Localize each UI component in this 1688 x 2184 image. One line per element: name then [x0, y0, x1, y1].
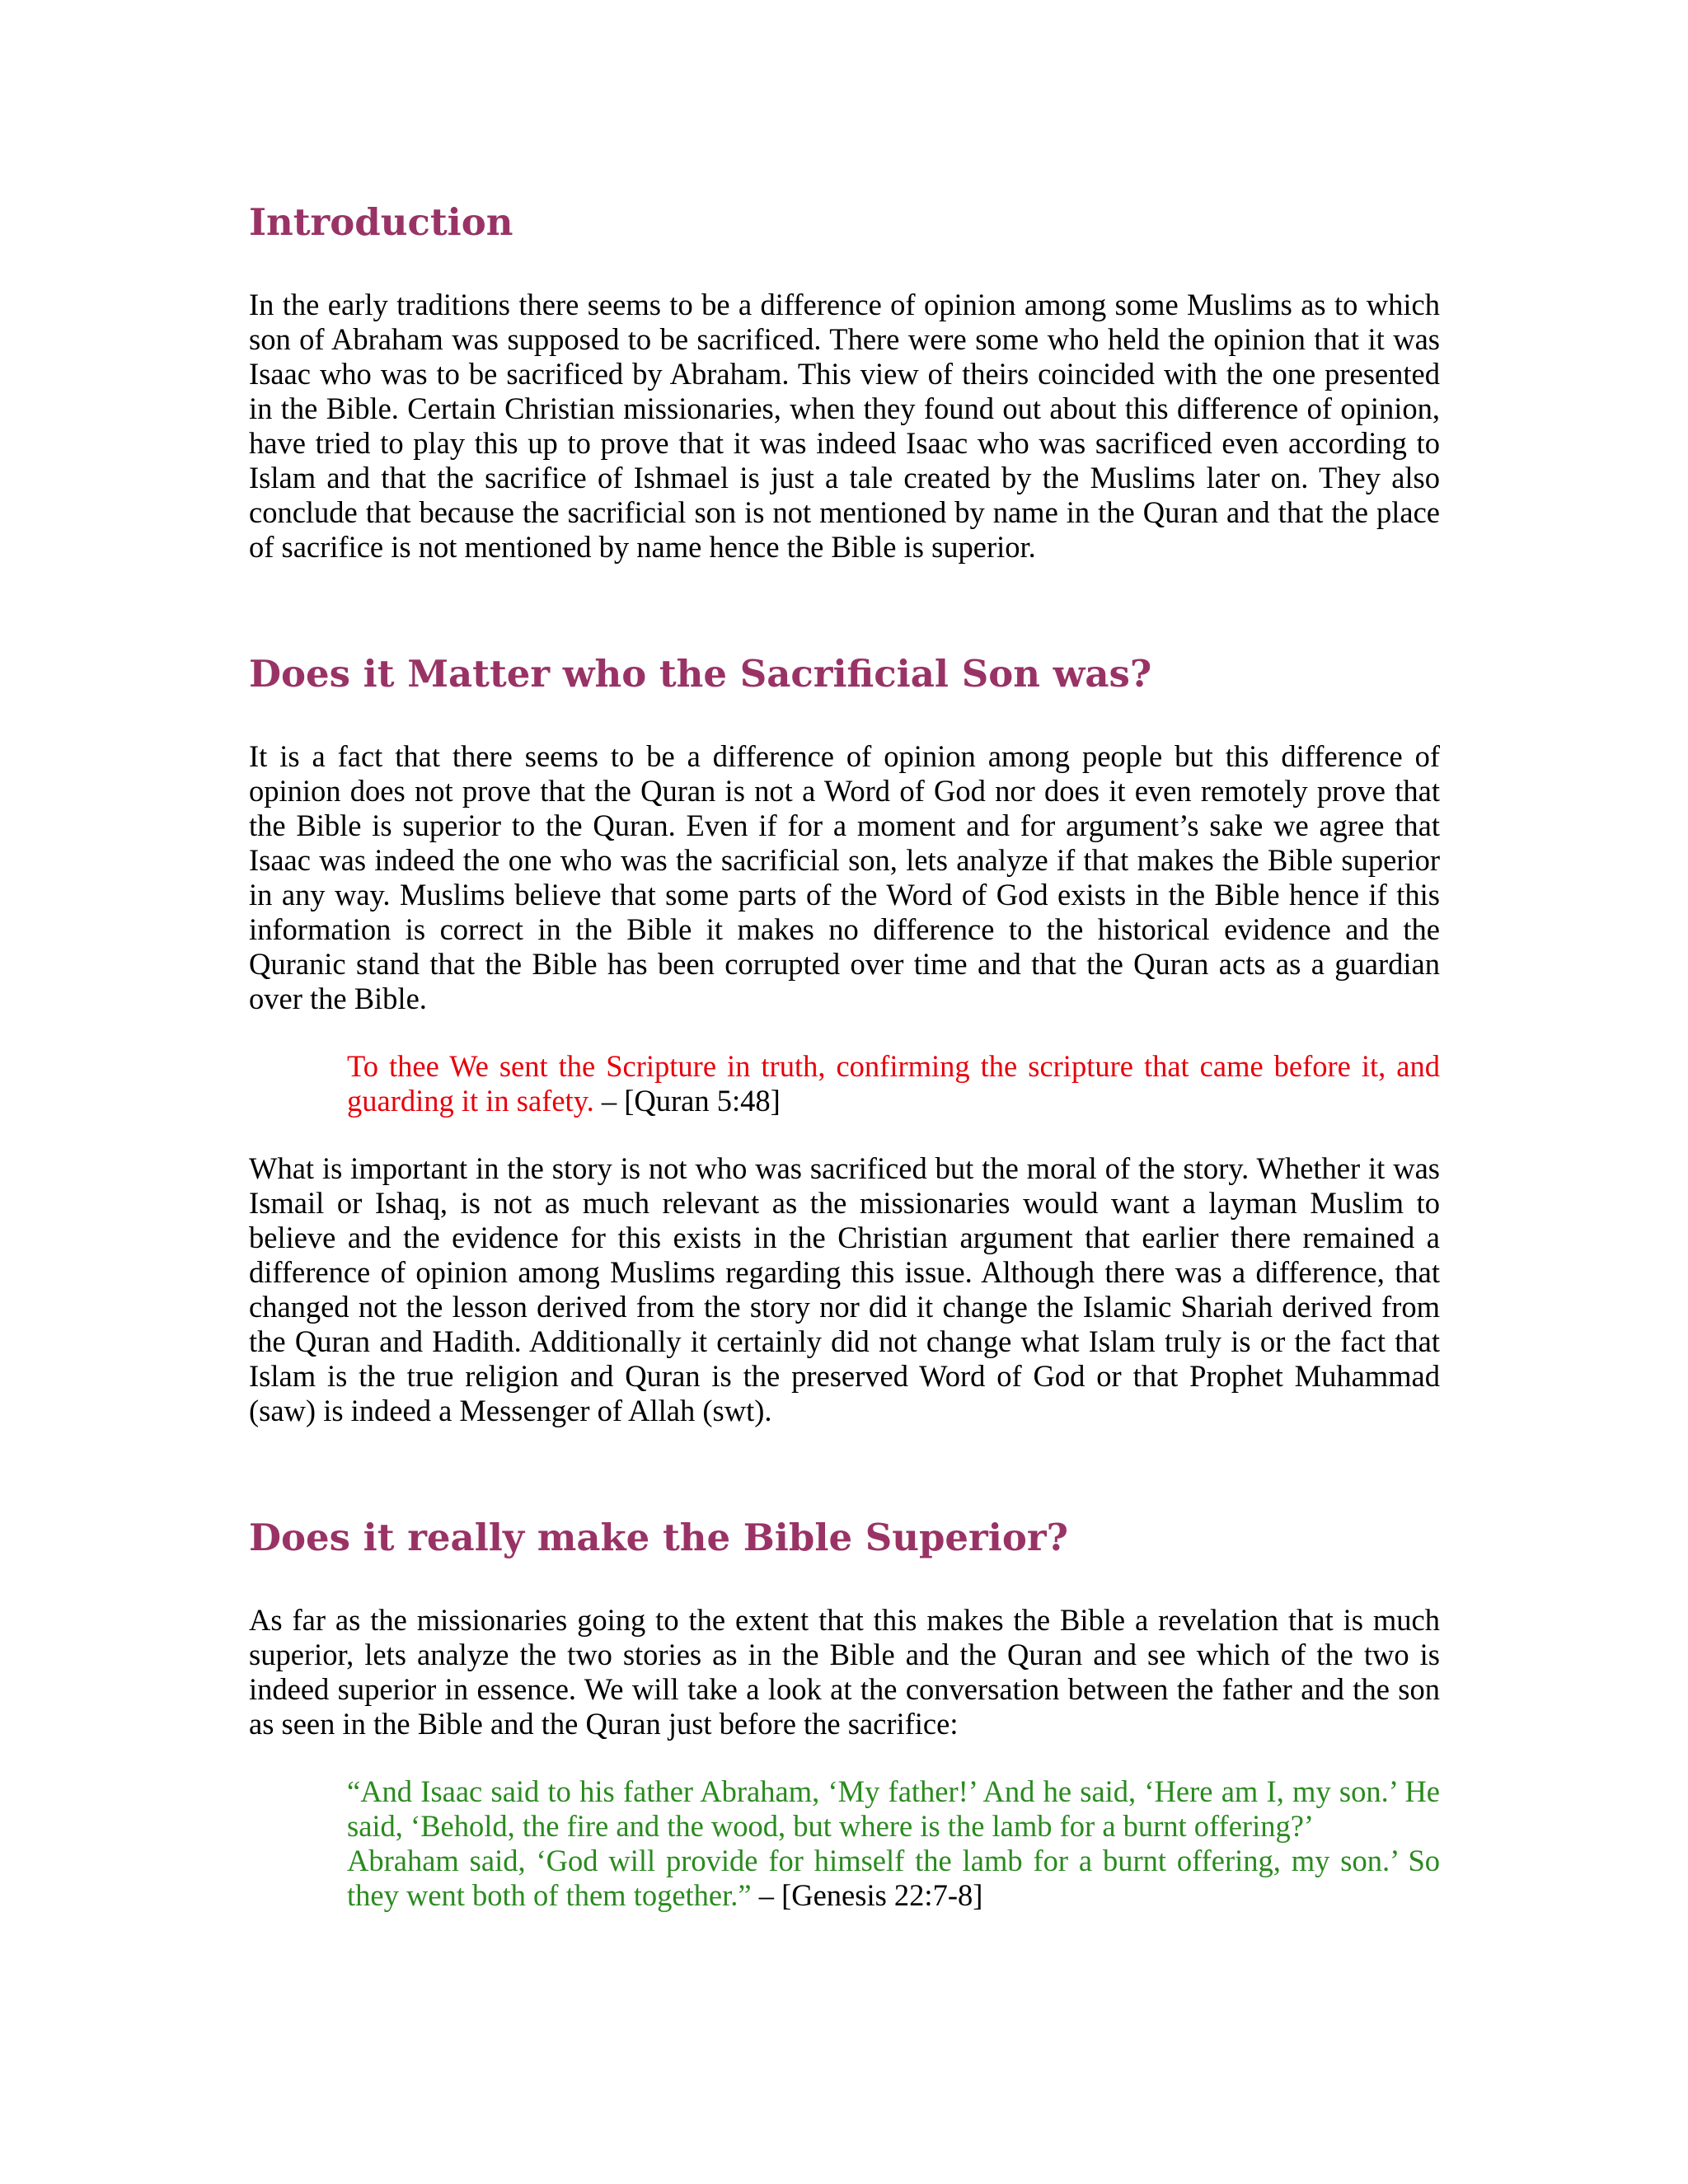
quran-quote: [347, 1049, 1440, 1118]
heading-introduction: Introduction: [249, 200, 513, 244]
heading-does-it-matter: Does it Matter who the Sacrificial Son was?: [249, 652, 1152, 696]
matter-paragraph-2: What is important in the story is not who was sacrificed but the moral of the story. Whether it was Ismail or Ishaq, is not as much relevant as the missionaries would want a layman Muslim to believe and the evidence for this exists in the Christian argument that earlier there remained a difference of opinion among Muslims regarding this issue. Although there was a difference, that changed not the lesson derived from the story nor did it change the Islamic Shariah derived from the Quran and Hadith. Additionally it certainly did not change what Islam truly is or the fact that Islam is the true religion and Quran is the preserved Word of God or that Prophet Muhammad (saw) is indeed a Messenger of Allah (swt).: [249, 1151, 1440, 1427]
genesis-quote-line-1: “And Isaac said to his father Abraham, ‘My father!’ And he said, ‘Here am I, my son.’ He said, ‘Behold, the fire and the wood, but where is the lamb for a burnt offering?’: [347, 1774, 1440, 1843]
genesis-quote-reference: – [Genesis 22:7-8]: [751, 1878, 983, 1912]
heading-bible-superior: Does it really make the Bible Superior?: [249, 1516, 1068, 1559]
superior-paragraph: As far as the missionaries going to the extent that this makes the Bible a revelation that is much superior, lets analyze the two stories as in the Bible and the Quran and see which of the two is indeed superior in essence. We will take a look at the conversation between the father and the son as seen in the Bible and the Quran just before the sacrifice:: [249, 1603, 1440, 1741]
genesis-quote-line-2: [347, 1844, 1440, 1913]
genesis-quote: [347, 1774, 1440, 1913]
document-page: [249, 190, 1440, 1913]
quran-quote-reference: – [Quran 5:48]: [593, 1084, 781, 1118]
matter-paragraph-1: It is a fact that there seems to be a difference of opinion among people but this difference of opinion does not prove that the Quran is not a Word of God nor does it even remotely prove that the Bible is superior to the Quran. Even if for a moment and for argument’s sake we agree that Isaac was indeed the one who was the sacrificial son, lets analyze if that makes the Bible superior in any way. Muslims believe that some parts of the Word of God exists in the Bible hence if this information is correct in the Bible it makes no difference to the historical evidence and the Quranic stand that the Bible has been corrupted over time and that the Quran acts as a guardian over the Bible.: [249, 739, 1440, 1015]
intro-paragraph: In the early traditions there seems to be a difference of opinion among some Muslims as to which son of Abraham was supposed to be sacrificed. There were some who held the opinion that it was Isaac who was to be sacrificed by Abraham. This view of theirs coincided with the one presented in the Bible. Certain Christian missionaries, when they found out about this difference of opinion, have tried to play this up to prove that it was indeed Isaac who was sacrificed even according to Islam and that the sacrifice of Ishmael is just a tale created by the Muslims later on. They also conclude that because the sacrificial son is not mentioned by name in the Quran and that the place of sacrifice is not mentioned by name hence the Bible is superior.: [249, 288, 1440, 564]
genesis-quote-line-2-text: Abraham said, ‘God will provide for himself the lamb for a burnt offering, my son.’ So they went both of them together.”: [347, 1844, 1440, 1912]
quran-quote-text: To thee We sent the Scripture in truth, confirming the scripture that came before it, and guarding it in safety.: [347, 1049, 1440, 1118]
